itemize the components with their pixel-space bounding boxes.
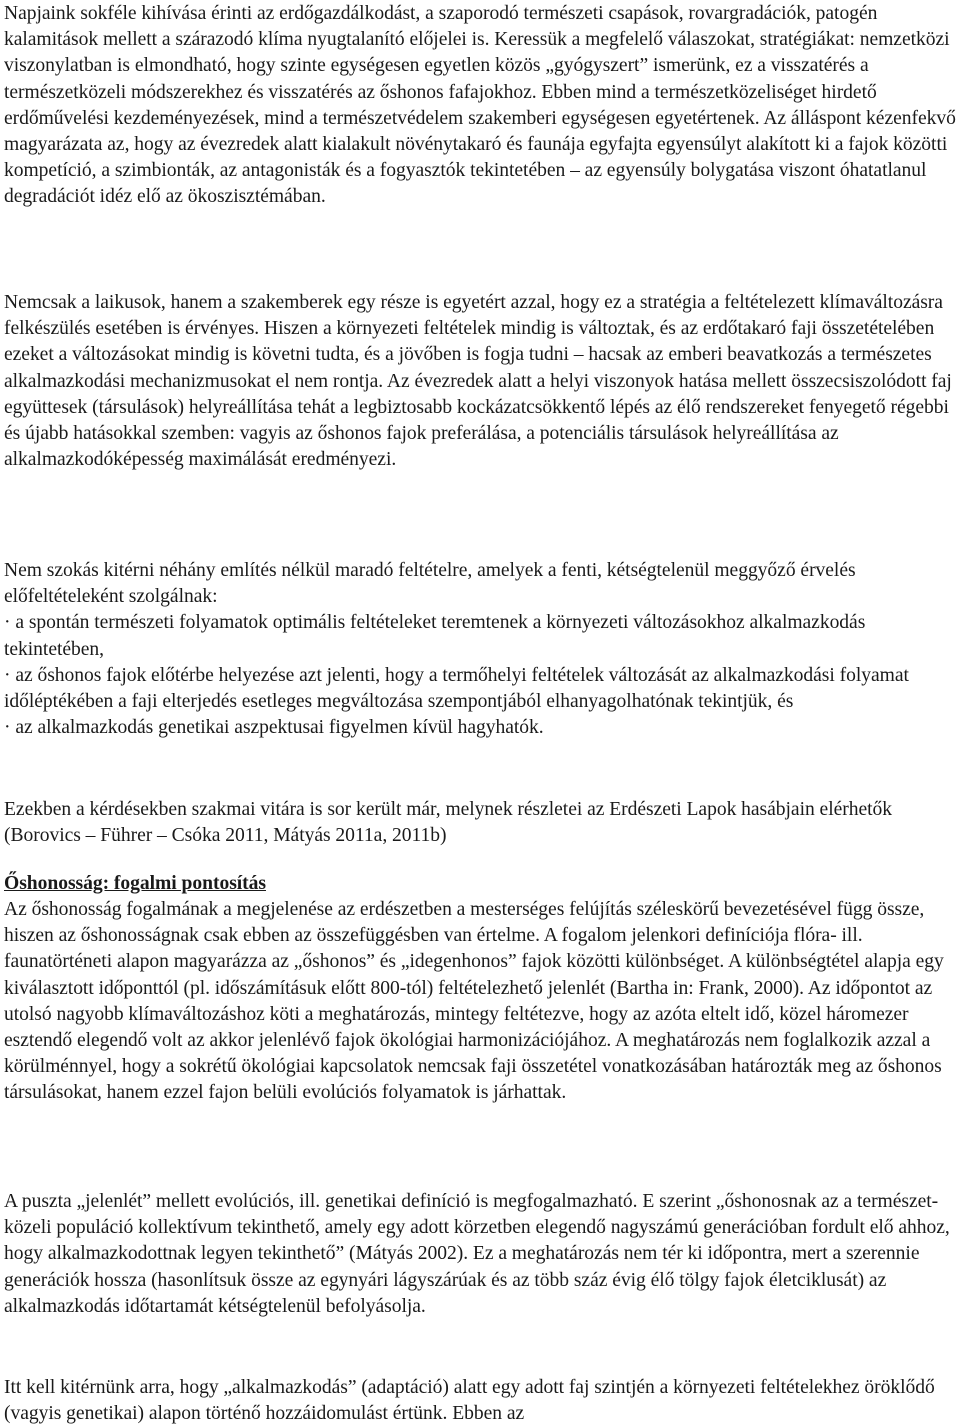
paragraph-3 [4, 558, 958, 741]
paragraph-1: Napjaink sokféle kihívása érinti az erdőgazdálkodást, a szaporodó természeti csapások, rovargradációk, patogén kalamitások mellett a szárazodó klíma nyugtalanító előjelei is. Keressük a megfelelő válaszokat, stratégiákat: nemzetközi viszonylatban is elmondható, hogy szinte egységesen egyetlen közös „gyógyszert” ismerünk, ez a visszatérés a természetközeli módszerekhez és visszatérés az őshonos fafajokhoz. Ebben mind a természetközeliséget hirdető erdőművelési kezdeményezések, mind a természetvédelem szakemberi egységesen egyetértenek. Az álláspont kézenfekvő magyarázata az, hogy az évezredek alatt kialakult növénytakaró és faunája egyfajta egyensúlyt alakított ki a fajok közötti kompetíció, a szimbionták, az antagonisták és a fogyasztók tekintetében – az egyensúly bolygatása viszont óhatatlanul degradációt idéz elő az ökoszisztémában. [4, 3, 956, 208]
paragraph-2: Nemcsak a laikusok, hanem a szakemberek egy része is egyetért azzal, hogy ez a stratégia a feltételezett klímaváltozásra felkészülés esetében is érvényes. Hiszen a környezeti feltételek mindig is változtak, és az erdőtakaró faji összetételében ezeket a változásokat mindig is követni tudta, és a jövőben is fogja tudni – hacsak az emberi beavatkozás a természetes alkalmazkodási mechanizmusokat el nem rontja. Az évezredek alatt a helyi viszonyok hatása mellett összecsiszolódott faj együttesek (társulások) helyreállítása tehát a legbiztosabb kockázatcsökkentő lépés az élő rendszereket fenyegető régebbi és újabb hatásokkal szemben: vagyis az őshonos fajok preferálása, a potenciális társulások helyreállítása az alkalmazkodóképesség maximálását eredményezi. [4, 292, 952, 471]
paragraph-3-intro: Nem szokás kitérni néhány említés nélkül maradó feltételre, amelyek a fenti, kétségtelenül meggyőző érvelés előfeltételeként szolgálnak: [4, 560, 856, 608]
bullet-item: · az alkalmazkodás genetikai aszpektusai figyelmen kívül hagyhatók. [4, 717, 544, 739]
paragraph-5: Az őshonosság fogalmának a megjelenése az erdészetben a mesterséges felújítás széleskörű bevezetésével függ össze, hiszen az őshonosságnak csak ebben az összefüggésben van értelme. A fogalom jelenkori definíciója flóra- ill. faunatörténeti alapon magyarázza az „őshonos” és „idegenhonos” fajok közötti különbséget. A különbségtétel alapja egy kiválasztott időponttól (pl. időszámításuk előtt 800-tól) feltételezhető jelenlét (Bartha in: Frank, 2000). Az időpontot az utolsó nagyobb klímaváltozáshoz köti a meghatározás, mintegy feltétezve, hogy az azóta eltelt idő, közel háromezer esztendő elegendő volt az akkor jelenlévő fajok ökológiai harmonizációjához. A meghatározás nem foglalkozik azzal a körülménnyel, hogy a sokrétű ökológiai kapcsolatok nemcsak faji összetétel vonatkozásában határozták meg az őshonos társulásokat, hanem ezzel fajon belüli evolúciós folyamatok is járhattak. [4, 899, 944, 1104]
bullet-item: · az őshonos fajok előtérbe helyezése azt jelenti, hogy a termőhelyi feltételek változását az alkalmazkodási folyamat időléptékében a faji elterjedés esetleges megváltozása szempontjából elhanyagolhatónak tekintjük, és [4, 664, 909, 713]
bullet-item: · a spontán természeti folyamatok optimális feltételeket teremtenek a környezeti változásokhoz alkalmazkodás tekintetében, [4, 612, 866, 660]
paragraph-4: Ezekben a kérdésekben szakmai vitára is sor került már, melynek részletei az Erdészeti Lapok hasábjain elérhetők (Borovics – Führer – Csóka 2011, Mátyás 2011a, 2011b) [4, 799, 893, 847]
section-heading: Őshonosság: fogalmi pontosítás [4, 873, 266, 894]
paragraph-7: Itt kell kitérnünk arra, hogy „alkalmazkodás” (adaptáció) alatt egy adott faj szintjén a környezeti feltételekhez öröklődő (vagyis genetikai) alapon történő hozzáidomulást értünk. Ebben az [4, 1377, 935, 1425]
paragraph-6: A puszta „jelenlét” mellett evolúciós, ill. genetikai definíció is megfogalmazható. E szerint „őshonosnak az a természet-közeli populáció kollektívum tekinthető, amely egy adott körzetben elegendő nagyszámú generációban fordult elő ahhoz, hogy alkalmazkodottnak legyen tekinthető” (Mátyás 2002). Ez a meghatározás nem tér ki időpontra, mert a szerennie generációk hossza (hasonlítsuk össze az egynyári lágyszárúak és az több száz évig élő tölgy fajok életciklusát) az alkalmazkodás időtartamát kétségtelenül befolyásolja. [4, 1191, 950, 1317]
